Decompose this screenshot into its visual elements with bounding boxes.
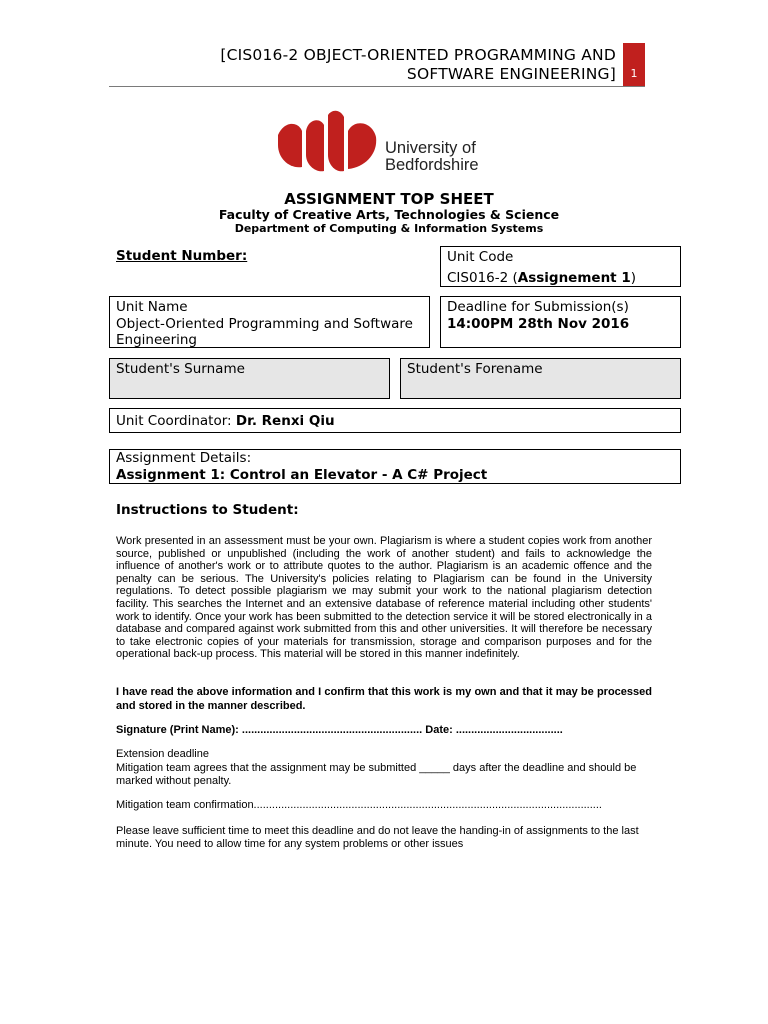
running-header [150,46,616,84]
signature-line: Signature (Print Name): ........................................................... Date: ................................... [116,724,563,736]
unit-name-box [109,296,430,348]
unit-code-assignment: Assignement 1 [517,269,631,286]
unit-name-value: Object-Oriented Programming and Software Engineering [116,315,413,348]
header-rule [109,86,645,87]
deadline-label: Deadline for Submission(s) [447,299,629,315]
assignment-details-value: Assignment 1: Control an Elevator - A C# Project [116,466,488,483]
student-number-label: Student Number: [116,248,248,264]
faculty-title: Faculty of Creative Arts, Technologies & Science [218,207,560,222]
coordinator-label: Unit Coordinator: [116,413,236,429]
logo-wordmark [385,140,479,174]
mitigation-confirmation: Mitigation team confirmation.................................................................................................................. [116,799,602,811]
running-header-line2: SOFTWARE ENGINEERING] [406,65,616,83]
confirmation-statement: I have read the above information and I confirm that this work is my own and that it may be processed and stored in the manner described. [116,686,652,712]
extension-deadline-heading: Extension deadline [116,748,209,760]
instructions-heading: Instructions to Student: [116,502,299,518]
extension-deadline-text: Mitigation team agrees that the assignment may be submitted _____ days after the deadline and should be marked without penalty. [116,762,637,787]
logo-petal-right-mid [328,111,344,172]
deadline-box [440,296,681,348]
forename-field[interactable] [400,358,681,399]
unit-code-value [447,270,674,287]
unit-code-close: ) [630,269,637,286]
logo-petal-left [278,124,302,167]
plagiarism-paragraph: Work presented in an assessment must be your own. Plagiarism is where a student copies work from another source, published or unpublished (including the work of another student) and fails to acknowledge the influence of another's work or to attribute quotes to the author. Plagiarism is an academic offence and the penalty can be serious. The University's policies relating to Plagiarism can be found in the University regulations. To detect possible plagiarism we may submit your work to the national plagiarism detection facility. This searches the Internet and an extensive database of reference material including other students' work to identify. Once your work has been submitted to the detection service it will be stored electronically in a database and compared against work submitted from this and other universities. It will therefore be necessary to take electronic copies of your materials for transmission, storage and comparison purposes and for the operational back-up process. This material will be stored in this manner indefinitely. [116,535,652,661]
running-header-line1: [CIS016-2 OBJECT-ORIENTED PROGRAMMING AND [220,46,616,64]
department-title: Department of Computing & Information Systems [234,222,544,235]
unit-code-text: CIS016-2 ( [447,269,518,286]
unit-name-label: Unit Name [116,299,188,315]
surname-field[interactable] [109,358,390,399]
surname-label: Student's Surname [116,361,245,377]
closing-note: Please leave sufficient time to meet this deadline and do not leave the handing-in of assignments to the last minute. You need to allow time for any system problems or other issues [116,825,639,850]
logo-petal-left-mid [306,120,324,171]
logo-wordmark-line1: University of [385,139,476,157]
assignment-details-label: Assignment Details: [116,450,252,466]
sheet-title: ASSIGNMENT TOP SHEET [284,190,494,208]
logo-petal-right [348,123,376,169]
university-logo-mark [276,107,380,177]
assignment-details-box [109,449,681,484]
coordinator-name: Dr. Renxi Qiu [235,413,335,429]
forename-label: Student's Forename [407,361,543,377]
unit-code-box [440,246,681,287]
deadline-value: 14:00PM 28th Nov 2016 [447,315,630,332]
page-number: 1 [630,67,638,80]
unit-coordinator-box [109,408,681,433]
unit-code-label: Unit Code [447,249,514,265]
logo-wordmark-line2: Bedfordshire [385,156,479,174]
